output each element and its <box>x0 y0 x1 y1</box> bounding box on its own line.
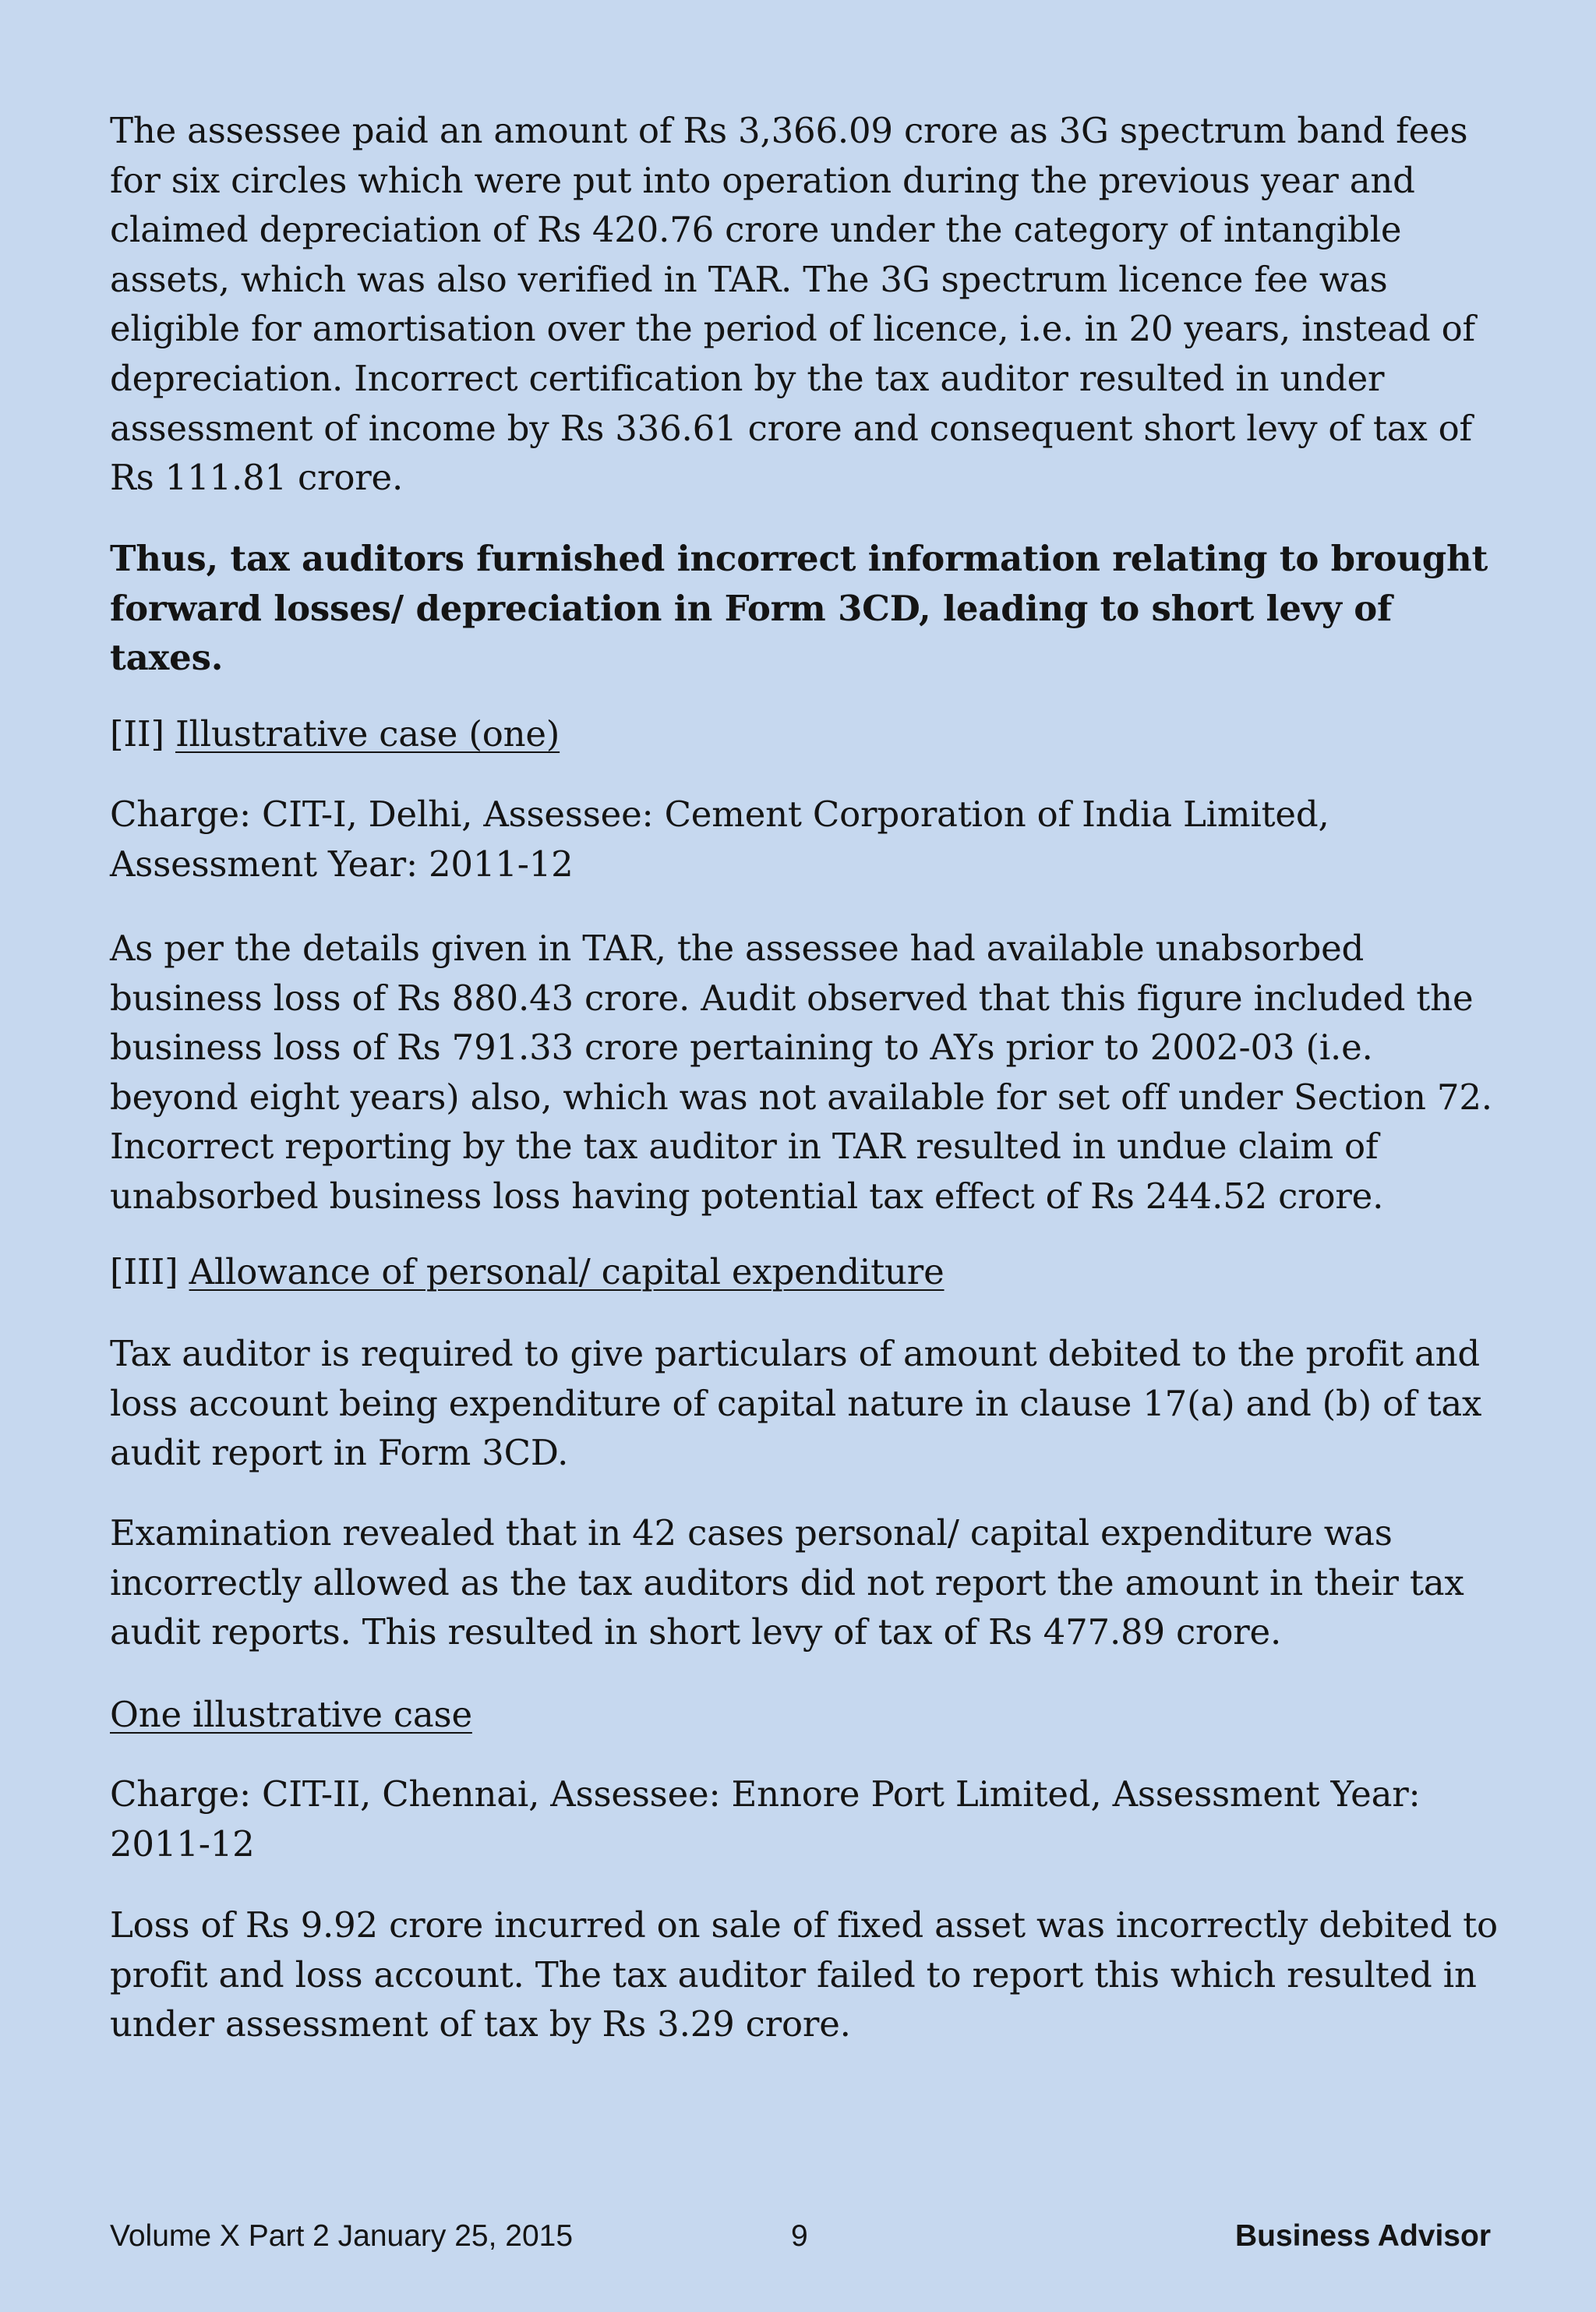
paragraph-charge-delhi: Charge: CIT-I, Delhi, Assessee: Cement Corporation of India Limited, Assessment Year: 2011-12 <box>110 794 1329 885</box>
section-heading-iii-prefix: [III] <box>110 1251 178 1292</box>
section-heading-iii <box>110 1247 945 1297</box>
section-heading-ii-prefix: [II] <box>110 713 164 755</box>
footer-page-number: 9 <box>791 2219 808 2253</box>
section-heading-ii <box>110 709 560 759</box>
subheading-one-illustrative-case <box>110 1690 472 1740</box>
paragraph-3g-spectrum: The assessee paid an amount of Rs 3,366.09 crore as 3G spectrum band fees for six circles which were put into operation during the previous year and claimed depreciation of Rs 420.76 crore under the category of intangible assets, which was also verified in TAR. The 3G spectrum licence fee was eligible for amortisation over the period of licence, i.e. in 20 years, instead of depreciation. Incorrect certification by the tax auditor resulted in under assessment of income by Rs 336.61 crore and consequent short levy of tax of Rs 111.81 crore. <box>110 110 1476 499</box>
paragraph-loss-fixed-asset: Loss of Rs 9.92 crore incurred on sale of fixed asset was incorrectly debited to profit and loss account. The tax auditor failed to report this which resulted in under assessment of tax by Rs 3.29 crore. <box>110 1904 1498 2045</box>
paragraph-conclusion-bold: Thus, tax auditors furnished incorrect information relating to brought forward losses/ depreciation in Form 3CD, leading to short levy of taxes. <box>110 538 1488 679</box>
paragraph-examination-42-cases: Examination revealed that in 42 cases personal/ capital expenditure was incorrectly allowed as the tax auditors did not report the amount in their tax audit reports. This resulted in short levy of tax of Rs 477.89 crore. <box>110 1512 1464 1653</box>
paragraph-unabsorbed-loss: As per the details given in TAR, the assessee had available unabsorbed business loss of Rs 880.43 crore. Audit observed that this figure included the business loss of Rs 791.33 crore pertaining to AYs prior to 2002-03 (i.e. beyond eight years) also, which was not available for set off under Section 72. Incorrect reporting by the tax auditor in TAR resulted in undue claim of unabsorbed business loss having potential tax effect of Rs 244.52 crore. <box>110 928 1492 1217</box>
paragraph-charge-chennai: Charge: CIT-II, Chennai, Assessee: Ennore Port Limited, Assessment Year: 2011-12 <box>110 1773 1421 1865</box>
footer-volume-date: Volume X Part 2 January 25, 2015 <box>110 2219 574 2253</box>
subheading-one-illustrative-case-title: One illustrative case <box>110 1694 472 1735</box>
section-heading-ii-title: Illustrative case (one) <box>175 713 560 755</box>
page-footer <box>110 2219 1491 2260</box>
paragraph-tax-auditor-requirement: Tax auditor is required to give particulars of amount debited to the profit and loss account being expenditure of capital nature in clause 17(a) and (b) of tax audit report in Form 3CD. <box>110 1333 1482 1474</box>
footer-publication-name: Business Advisor <box>1235 2219 1491 2253</box>
section-heading-iii-title: Allowance of personal/ capital expenditure <box>189 1251 945 1292</box>
